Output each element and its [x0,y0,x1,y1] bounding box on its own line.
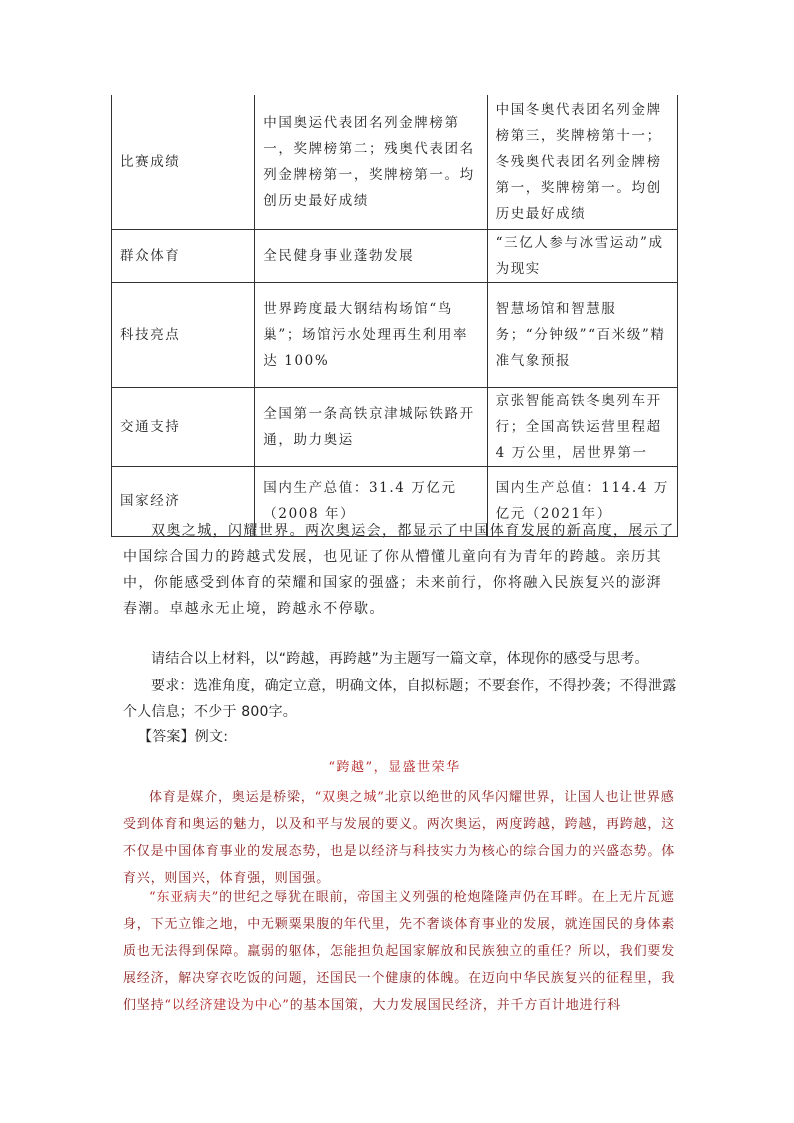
cell-2022: “三亿人参与冰雪运动”成为现实 [487,229,677,282]
cell-2022: 智慧场馆和智慧服务；“分钟级”“百米级”精准气象预报 [487,282,677,387]
essay-text: 的基本国策，大力发展国民经济，并千方百计地进行科 [289,998,621,1013]
cell-2022: 国内生产总值：114.4 万亿元（2021年） [487,466,677,536]
essay-quote: “东亚病夫” [149,890,220,905]
requirements: 要求：选准角度，确定立意，明确文体，自拟标题；不要套作，不得抄袭；不得泄露个人信息；不少于 800字。 [123,678,677,720]
cell-2022: 京张智能高铁冬奥列车开行；全国高铁运营里程超 4 万公里，居世界第一 [487,387,677,466]
essay-text: 北京以绝世的风华闪耀世界，让国人也让世界感受到体育和奥运的魅力，以及和平与发展的要义。两次奥运，两度跨越，跨越，再跨越，这不仅是中国体育事业的发展态势，也是以经济与科技实力为核心的综合国力的兴盛态势。体育兴，则国兴，体育强，则国强。 [123,790,676,886]
essay-text: 体育是媒介，奥运是桥梁， [149,790,315,805]
table-row [112,282,678,387]
cell-2008: 国内生产总值：31.4 万亿元（2008 年） [255,466,487,536]
table-row [112,229,678,282]
row-label: 交通支持 [112,387,255,466]
essay-paragraph-1 [123,784,678,892]
material-paragraph: 双奥之城，闪耀世界。两次奥运会，都显示了中国体育发展的新高度，展示了中国综合国力的跨越式发展，也见证了你从懵懂儿童向有为青年的跨越。亲历其中，你能感受到体育的荣耀和国家的强盛；未来前行，你将融入民族复兴的澎湃春潮。卓越永无止境，跨越永不停歇。 [123,523,675,617]
essay-title: “跨越”，显盛世荣华 [328,760,461,775]
table-row [112,95,678,229]
row-label: 国家经济 [112,466,255,536]
row-label: 比赛成绩 [112,95,255,229]
row-label: 群众体育 [112,229,255,282]
comparison-table [111,95,678,537]
essay-quote: “双奥之城” [314,790,385,805]
answer-label: 【答案】例文: [138,729,229,745]
row-label: 科技亮点 [112,282,255,387]
table-row [112,387,678,466]
writing-prompt: 请结合以上材料，以“跨越，再跨越”为主题写一篇文章，体现你的感受与思考。 [151,651,649,667]
cell-2022: 中国冬奥代表团名列金牌榜第三，奖牌榜第十一；冬残奥代表团名列金牌榜第一，奖牌榜第一。均创历史最好成绩 [487,95,677,229]
cell-2008: 世界跨度最大钢结构场馆“鸟巢”；场馆污水处理再生利用率达 100% [255,282,487,387]
essay-text: 的世纪之辱犹在眼前，帝国主义列强的枪炮隆隆声仍在耳畔。在上无片瓦遮身，下无立锥之地，中无颗粟果腹的年代里，先不奢谈体育事业的发展，就连国民的身体素质也无法得到保障。羸弱的躯体，怎能担负起国家解放和民族独立的重任？所以，我们要发展经济，解决穿衣吃饭的问题，还国民一个健康的体魄。在迈向中华民族复兴的征程里，我们坚持 [123,890,676,1013]
cell-2008: 全国第一条高铁京津城际铁路开通，助力奥运 [255,387,487,466]
cell-2008: 中国奥运代表团名列金牌榜第一，奖牌榜第二；残奥代表团名列金牌榜第一，奖牌榜第一。均创历史最好成绩 [255,95,487,229]
essay-paragraph-2 [123,884,678,1019]
essay-quote: “以经济建设为中心” [164,998,290,1013]
cell-2008: 全民健身事业蓬勃发展 [255,229,487,282]
